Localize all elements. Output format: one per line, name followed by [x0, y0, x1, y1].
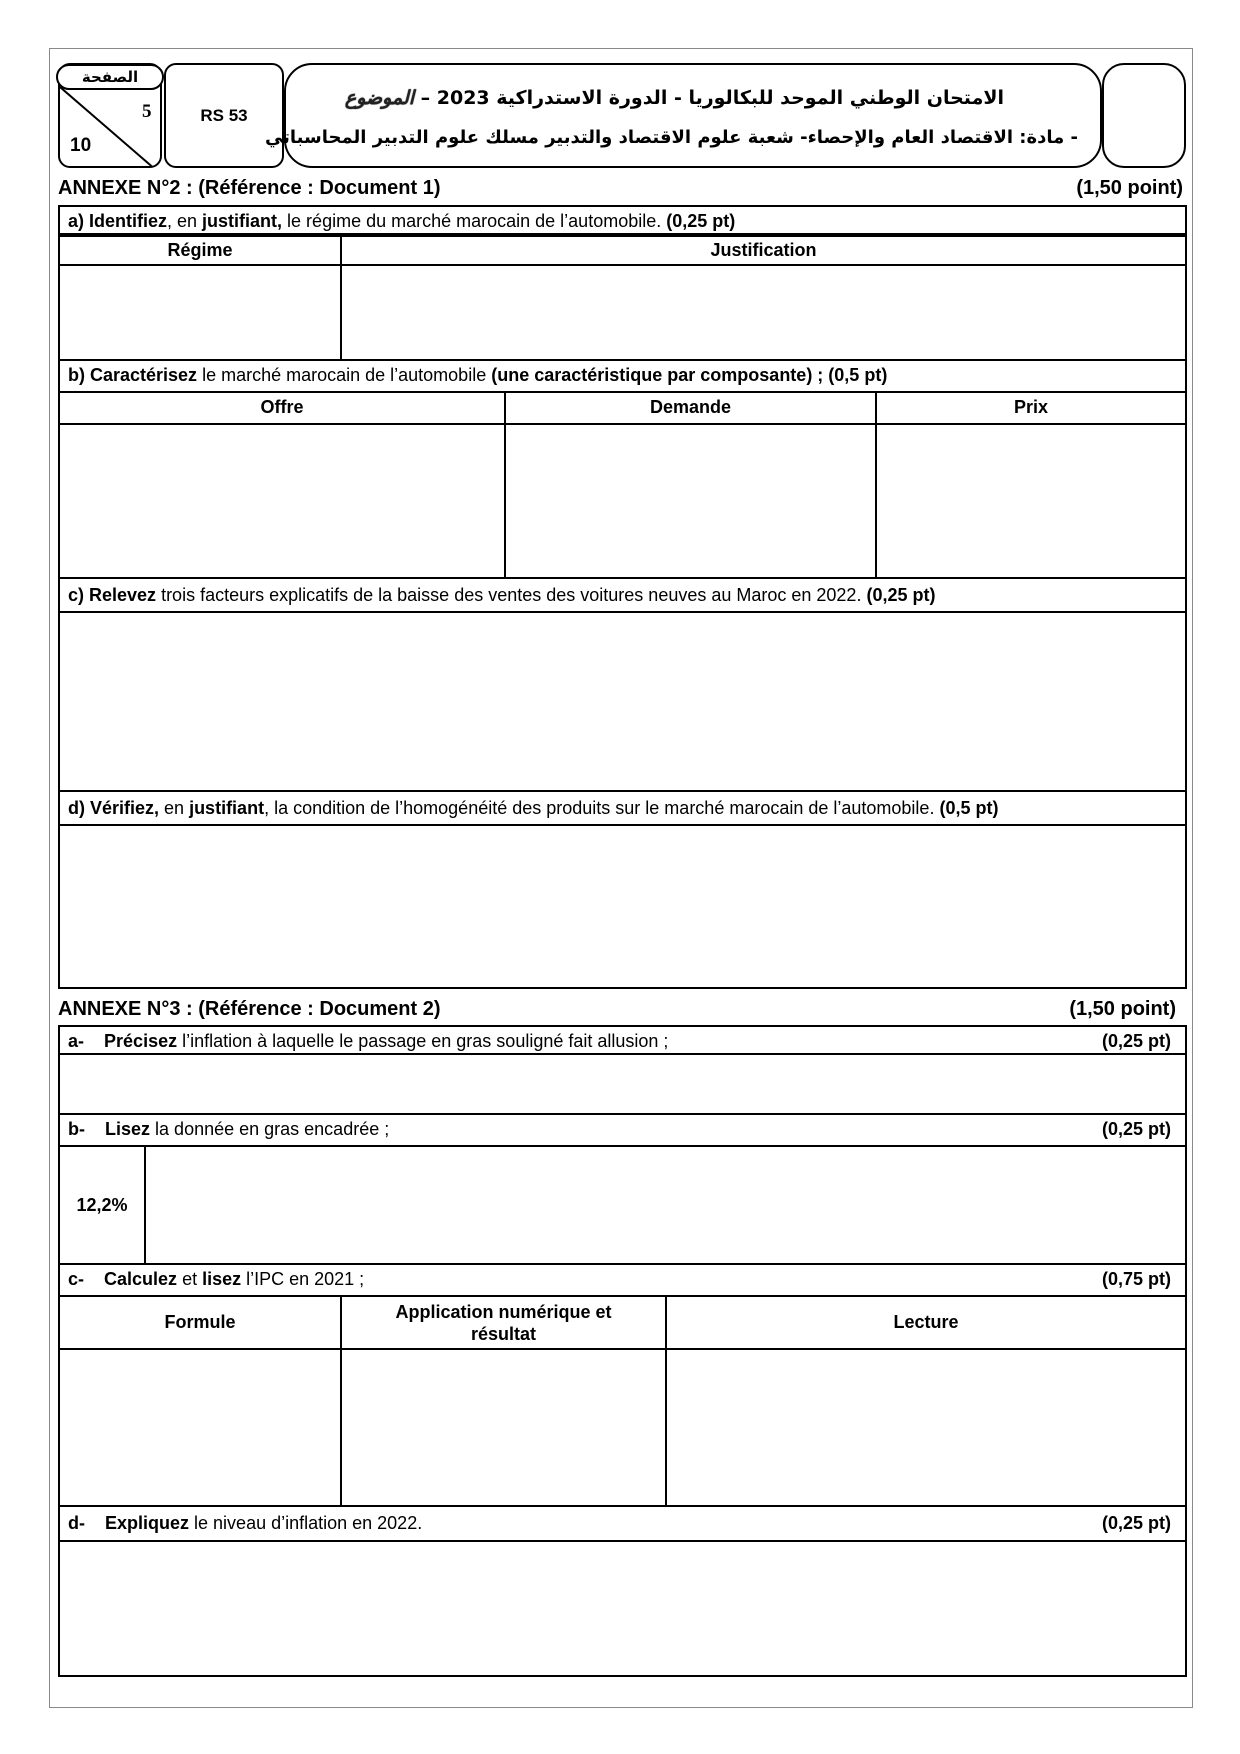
annex2-points: (1,50 point)	[1076, 177, 1183, 199]
page-label: الصفحة	[56, 64, 164, 90]
exam-title-subject: الموضوع	[344, 87, 415, 109]
annex2-qb-verb: b) Caractérisez	[68, 365, 198, 385]
application-header	[342, 1297, 665, 1345]
lecture-header: Lecture	[893, 1312, 959, 1332]
annex3-title: ANNEXE N°3 : (Référence : Document 2)	[58, 998, 441, 1020]
application-header-line2: résultat	[470, 1324, 537, 1344]
annex3-qd-text: le niveau d’inflation en 2022.	[189, 1513, 423, 1533]
prix-answer-field[interactable]	[879, 425, 1185, 575]
page-number: 5	[142, 101, 152, 122]
annex2-qd-verb: d) Vérifiez,	[68, 798, 160, 818]
annex2-qa-justify: justifiant,	[202, 211, 283, 231]
annex2-question-b	[58, 361, 1187, 393]
annex3-qc-mid: et	[177, 1269, 203, 1289]
annex2-question-c	[58, 579, 1187, 613]
prix-header: Prix	[1013, 397, 1049, 417]
annex3-qc-text: l’IPC en 2021 ;	[241, 1269, 365, 1289]
lecture-answer-field[interactable]	[669, 1350, 1185, 1505]
offre-header: Offre	[260, 397, 304, 417]
annex3-qd-points: (0,25 pt)	[1101, 1513, 1171, 1533]
annex2-qa-text1: , en	[167, 211, 203, 231]
annex3-qa-verb: Précisez	[104, 1031, 178, 1051]
annex3-qa-answer-field[interactable]	[58, 1055, 1187, 1115]
page-total: 10	[70, 135, 92, 156]
annex3-points: (1,50 point)	[1069, 998, 1176, 1020]
annex3-qb-verb: Lisez	[105, 1119, 151, 1139]
annex3-qa-points: (0,25 pt)	[1101, 1031, 1171, 1051]
annex2-qc-verb: c) Relevez	[68, 585, 157, 605]
exam-title-line2: - مادة: الاقتصاد العام والإحصاء- شعبة علوم الاقتصاد والتدبير مسلك علوم التدبير المحاسباتي	[264, 127, 1078, 148]
header-blank-box	[1102, 63, 1186, 168]
annex3-qc-answer-table	[58, 1297, 1187, 1507]
annex3-question-c	[58, 1265, 1187, 1297]
annex3-question-a	[58, 1025, 1187, 1055]
annex3-question-b	[58, 1115, 1187, 1147]
demande-answer-field[interactable]	[508, 425, 875, 575]
annex2-qb-note: (une caractéristique par composante) ; (0,5 pt)	[491, 365, 888, 385]
justification-answer-field[interactable]	[344, 266, 1185, 359]
annex2-question-d	[58, 792, 1187, 826]
annex3-question-d	[58, 1507, 1187, 1542]
annex2-qd-answer-field[interactable]	[58, 826, 1187, 989]
exam-title-box	[264, 63, 1102, 168]
annex2-qc-text: trois facteurs explicatifs de la baisse des ventes des voitures neuves au Maroc en 2022.	[156, 585, 867, 605]
annex2-qc-answer-field[interactable]	[58, 613, 1187, 792]
annex2-qb-text: le marché marocain de l’automobile	[197, 365, 492, 385]
formule-header: Formule	[164, 1312, 236, 1332]
annex3-qb-label: b-	[68, 1119, 85, 1139]
offre-answer-field[interactable]	[60, 425, 504, 575]
annex2-qb-answer-table	[58, 393, 1187, 579]
exam-title-session: الامتحان الوطني الموحد للبكالوريا - الدورة الاستدراكية 2023 –	[414, 87, 1004, 109]
annex3-qc-points: (0,75 pt)	[1101, 1269, 1171, 1289]
regime-header: Régime	[167, 240, 233, 260]
highlighted-value: 12,2%	[60, 1147, 146, 1263]
demande-header: Demande	[649, 397, 732, 417]
annex3-qc-label: c-	[68, 1269, 85, 1289]
annex2-qd-points: (0,5 pt)	[939, 798, 999, 818]
exam-title-line1	[345, 87, 1004, 109]
annex3-qb-text: la donnée en gras encadrée ;	[150, 1119, 390, 1139]
exam-code: RS 53	[164, 63, 284, 168]
annex3-qa-text: l’inflation à laquelle le passage en gras souligné fait allusion ;	[177, 1031, 669, 1051]
annex3-qb-answer-row	[58, 1147, 1187, 1265]
annex3-qd-verb: Expliquez	[105, 1513, 190, 1533]
annex2-qd-justify: justifiant	[189, 798, 265, 818]
annex3-qc-verb: Calculez	[104, 1269, 178, 1289]
formule-answer-field[interactable]	[60, 1350, 340, 1505]
annex3-qc-verb2: lisez	[202, 1269, 242, 1289]
application-header-line1: Application numérique et	[395, 1302, 612, 1322]
annex2-qa-points: (0,25 pt)	[666, 211, 736, 231]
annex2-qa-text2: le régime du marché marocain de l’automobile.	[282, 211, 667, 231]
annex2-qa-answer-table	[58, 235, 1187, 361]
justification-header: Justification	[710, 240, 817, 260]
annex2-qd-text2: , la condition de l’homogénéité des produits sur le marché marocain de l’automobile.	[264, 798, 940, 818]
annex2-qa-verb: a) Identifiez	[68, 211, 168, 231]
application-answer-field[interactable]	[344, 1350, 665, 1505]
annex2-question-a	[58, 205, 1187, 235]
regime-answer-field[interactable]	[60, 266, 340, 359]
annex3-qb-points: (0,25 pt)	[1101, 1119, 1171, 1139]
annex2-title: ANNEXE N°2 : (Référence : Document 1)	[58, 177, 441, 199]
annex2-qc-points: (0,25 pt)	[866, 585, 936, 605]
annex3-qa-label: a-	[68, 1031, 85, 1051]
annex2-qd-text1: en	[159, 798, 190, 818]
annex3-qb-answer-field[interactable]	[148, 1147, 1185, 1263]
annex3-qd-answer-field[interactable]	[58, 1542, 1187, 1677]
annex3-qd-label: d-	[68, 1513, 85, 1533]
